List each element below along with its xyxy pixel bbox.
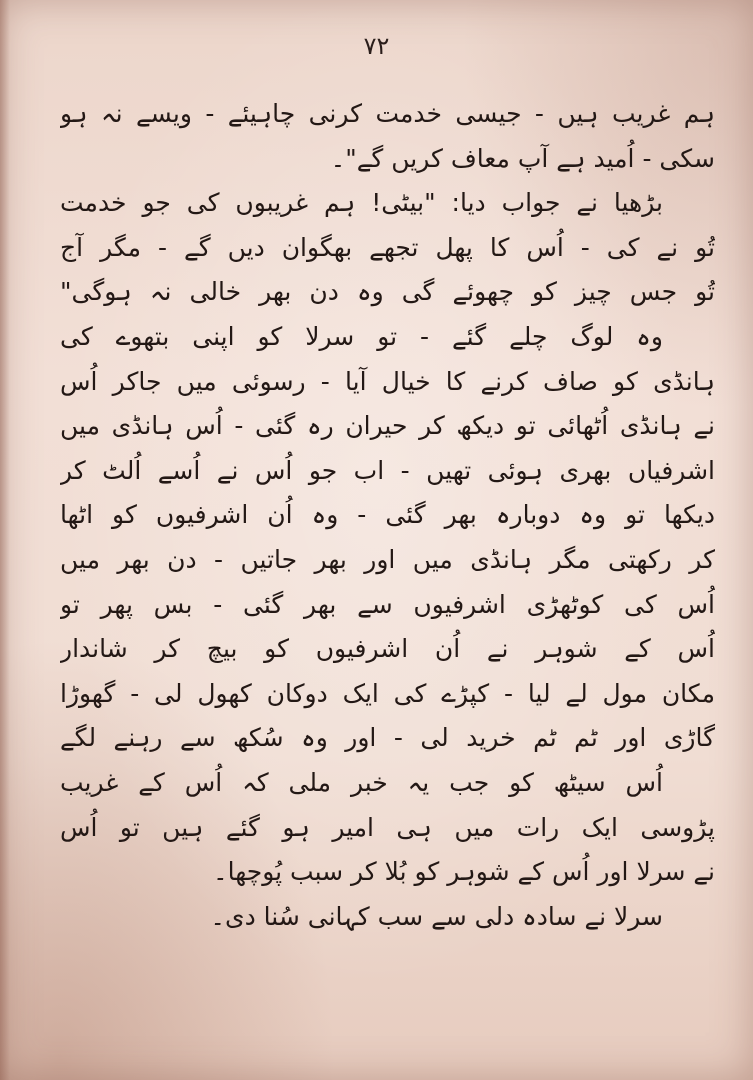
page-edge-shadow [0, 0, 10, 1080]
text-line: بڑھیا نے جواب دیا: "بیٹی! ہم غریبوں کی جو خدمت [60, 188, 663, 218]
text-line: تُو نے کی - اُس کا پھل تجھے بھگوان دیں گے - مگر آج [60, 232, 715, 262]
text-line: اُس سیٹھ کو جب یہ خبر ملی کہ اُس کے غریب [60, 767, 663, 797]
text-line: نے سرلا اور اُس کے شوہر کو بُلا کر سبب پُوچھا۔ [212, 857, 715, 887]
text-line: گاڑی اور ٹم ٹم خرید لی - اور وہ سُکھ سے رہنے لگے [60, 723, 715, 753]
text-line: سکی - اُمید ہے آپ معاف کریں گے"۔ [330, 143, 715, 173]
text-line: کر رکھتی مگر ہانڈی میں اور بھر جاتیں - دن بھر میں [60, 544, 715, 574]
text-line: نے ہانڈی اُٹھائی تو دیکھ کر حیران رہ گئی - اُس ہانڈی میں [60, 411, 715, 441]
text-line: اُس کے شوہر نے اُن اشرفیوں کو بیچ کر شاندار [60, 634, 715, 664]
text-line: سرلا نے سادہ دلی سے سب کہانی سُنا دی۔ [210, 901, 663, 931]
text-line: مکان مول لے لیا - کپڑے کی ایک دوکان کھول لی - گھوڑا [60, 678, 715, 708]
text-line: وہ لوگ چلے گئے - تو سرلا کو اپنی بتھوے کی [60, 321, 663, 351]
page-number: ۷۲ [363, 32, 390, 60]
text-line: اُس کی کوٹھڑی اشرفیوں سے بھر گئی - بس پھر تو [60, 589, 715, 619]
text-line: ہانڈی کو صاف کرنے کا خیال آیا - رسوئی میں جاکر اُس [60, 366, 715, 396]
text-line: پڑوسی ایک رات میں ہی امیر ہو گئے ہیں تو اُس [60, 812, 715, 842]
text-line: تُو جس چیز کو چھوئے گی وہ دن بھر خالی نہ ہوگی" [60, 277, 715, 307]
text-line: ہم غریب ہیں - جیسی خدمت کرنی چاہیئے - ویسے نہ ہو [60, 99, 715, 128]
urdu-text-block [60, 92, 715, 939]
text-line: اشرفیاں بھری ہوئی تھیں - اب جو اُس نے اُسے اُلٹ کر [60, 455, 715, 485]
text-line: دیکھا تو وہ دوبارہ بھر گئی - وہ اُن اشرفیوں کو اٹھا [60, 500, 715, 530]
